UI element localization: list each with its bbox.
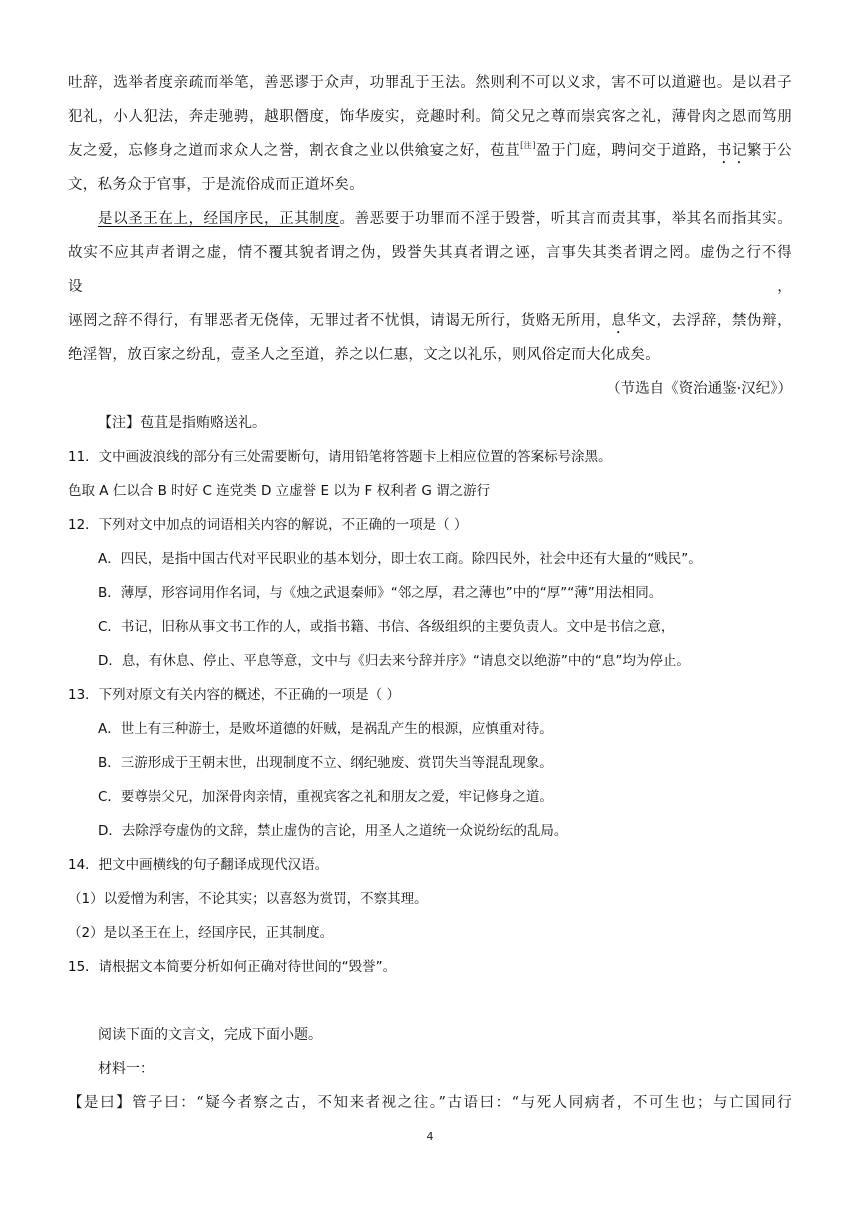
dotted-word-shuji: 书记 — [716, 143, 748, 159]
passage-line: 友之爱，忘修身之道而求众人之誉，割衣食之业以供飨宴之好，苞苴[注]盈于门庭，聘问交于道路，书记繁于公 — [68, 141, 792, 159]
question-14: 14．把文中画横线的句子翻译成现代汉语。 — [68, 857, 329, 873]
question-14-part-2: （2）是以圣王在上，经国序民，正其制度。 — [68, 925, 334, 941]
question-13-option-d: D．去除浮夸虚伪的文辞，禁止虚伪的言论，用圣人之道统一众说纷纭的乱局。 — [98, 823, 568, 839]
underlined-sentence: 是以圣王在上，经国序民，正其制度 — [98, 211, 340, 227]
note-marker: [注] — [520, 141, 536, 150]
question-15: 15．请根据文本简要分析如何正确对待世间的“毁誉”。 — [68, 959, 397, 975]
question-12-option-d: D．息，有休息、停止、平息等意，文中与《归去来兮辞并序》“请息交以绝游”中的“息”均为停止。 — [98, 653, 690, 669]
question-12-option-a: A．四民，是指中国古代对平民职业的基本划分，即士农工商。除四民外，社会中还有大量的“贱民”。 — [98, 551, 702, 567]
question-12: 12．下列对文中加点的词语相关内容的解说，不正确的一项是（ ） — [68, 517, 468, 533]
material-label: 材料一： — [98, 1061, 154, 1077]
page-number: 4 — [426, 1130, 434, 1143]
question-13-option-b: B．三游形成于王朝末世，出现制度不立、纲纪驰废、赏罚失当等混乱现象。 — [98, 755, 553, 771]
question-12-option-c: C．书记，旧称从事文书工作的人，或指书籍、书信、各级组织的主要负责人。文中是书信之意， — [98, 619, 675, 635]
question-13: 13．下列对原文有关内容的概述，不正确的一项是（ ） — [68, 687, 400, 703]
reading-instruction: 阅读下面的文言文，完成下面小题。 — [98, 1027, 322, 1043]
document-body — [68, 66, 792, 1120]
passage-line: 诬罔之辞不得行，有罪恶者无侥倖，无罪过者不忧惧，请谒无所行，货赂无所用，息华文，去浮辞，禁伪辩， — [68, 313, 792, 329]
passage-line: 文，私务众于官事，于是流俗成而正道坏矣。 — [68, 177, 364, 193]
passage-line: 犯礼，小人犯法，奔走驰骋，越职僭度，饰华废实，竞趣时利。简父兄之尊而崇宾客之礼，薄骨肉之恩而笃朋 — [68, 109, 792, 125]
question-13-option-a: A．世上有三种游士，是败坏道德的奸贼，是祸乱产生的根源，应慎重对待。 — [98, 721, 553, 737]
passage-source: （节选自《资治通鉴·汉纪》） — [606, 381, 792, 397]
passage-note: 【注】苞苴是指贿赂送礼。 — [98, 415, 266, 431]
question-13-option-c: C．要尊崇父兄，加深骨肉亲情，重视宾客之礼和朋友之爱，牢记修身之道。 — [98, 789, 553, 805]
material-line: 【是曰】管子曰：“疑今者察之古，不知来者视之往。”古语曰：“与死人同病者，不可生也；与亡国同行 — [68, 1095, 792, 1111]
question-11-options: 色取 A 仁以合 B 时好 C 连党类 D 立虚誉 E 以为 F 权利者 G 谓之游行 — [68, 483, 491, 499]
passage-line: 故实不应其声者谓之虚，情不覆其貌者谓之伪，毁誉失其真者谓之诬，言事失其类者谓之罔。虚伪之行不得设， — [68, 245, 792, 295]
passage-line: 是以圣王在上，经国序民，正其制度。善恶要于功罪而不淫于毁誉，听其言而责其事，举其名而指其实。 — [98, 211, 792, 227]
question-12-option-b: B．薄厚，形容词用作名词，与《烛之武退秦师》“邻之厚，君之薄也”中的“厚”“薄”用法相同。 — [98, 585, 663, 601]
question-14-part-1: （1）以爱憎为利害，不论其实；以喜怒为赏罚，不察其理。 — [68, 891, 428, 907]
passage-line: 绝淫智，放百家之纷乱，壹圣人之至道，养之以仁惠，文之以礼乐，则风俗定而大化成矣。 — [68, 347, 660, 363]
passage-line: 吐辞，选举者度亲疏而举笔，善恶谬于众声，功罪乱于王法。然则利不可以义求，害不可以道避也。是以君子 — [68, 75, 792, 91]
question-11: 11．文中画波浪线的部分有三处需要断句，请用铅笔将答题卡上相应位置的答案标号涂黑。 — [68, 449, 612, 465]
dotted-word-xi: 息 — [611, 313, 627, 329]
